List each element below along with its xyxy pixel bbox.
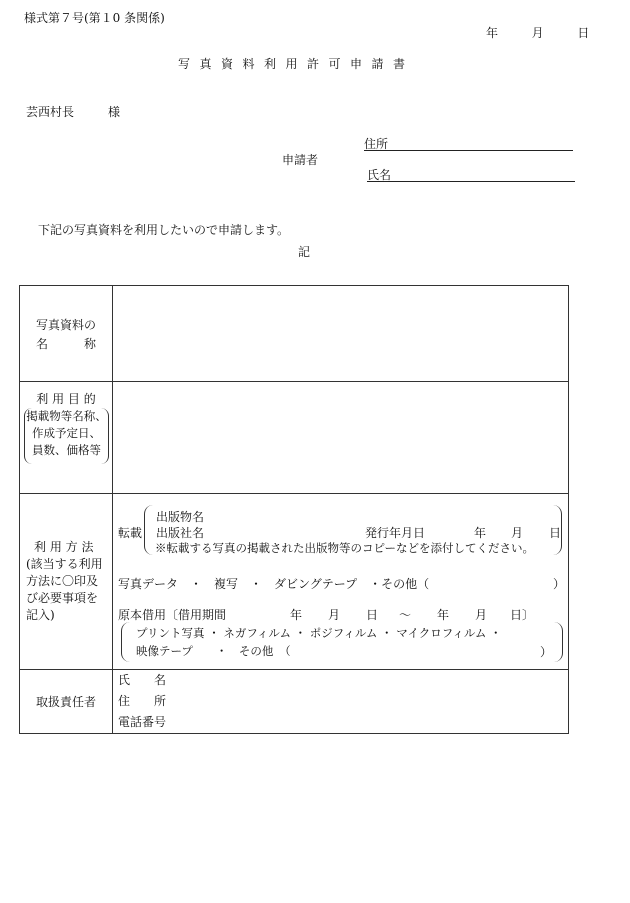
photo-name-value-cell[interactable] xyxy=(113,286,569,382)
loan-tilde: ～ xyxy=(399,608,412,622)
document-title: 写真資料利用許可申請書 xyxy=(178,57,415,71)
photo-name-label-line2: 名 称 xyxy=(35,336,96,351)
form-number: 様式第７号(第１0 条関係) xyxy=(24,11,165,25)
reprint-label: 転載 xyxy=(118,526,143,540)
loan-day-end: 日〕 xyxy=(510,608,535,622)
loan-day-start: 日 xyxy=(366,608,379,622)
issue-day: 日 xyxy=(549,526,562,540)
loan-month-start: 月 xyxy=(328,608,341,622)
method-label-cell xyxy=(20,494,113,670)
purpose-label: 利 用 目 的 xyxy=(36,392,96,406)
loan-year-end: 年 xyxy=(437,608,450,622)
handler-name-label[interactable]: 氏 名 xyxy=(118,673,167,687)
applicant-name-field[interactable] xyxy=(367,166,575,182)
handler-label: 取扱責任者 xyxy=(20,670,113,734)
issue-year: 年 xyxy=(474,526,487,540)
date-year: 年 xyxy=(486,26,499,40)
purpose-label-cell xyxy=(20,382,113,494)
table-row-handler xyxy=(20,670,569,734)
publication-name-label: 出版物名 xyxy=(156,510,205,524)
loan-month-end: 月 xyxy=(475,608,488,622)
purpose-bracket xyxy=(24,408,109,464)
applicant-address-label: 住所 xyxy=(364,137,389,151)
media-options-close: ） xyxy=(540,645,553,659)
issue-month: 月 xyxy=(511,526,524,540)
date-line xyxy=(486,24,589,41)
date-day: 日 xyxy=(577,26,590,40)
photo-name-label-line1: 写真資料の xyxy=(35,317,96,332)
application-table xyxy=(19,285,569,734)
photo-name-label-cell xyxy=(20,286,113,382)
addressee xyxy=(26,103,120,120)
method-label-line3: 方法に〇印及 xyxy=(26,574,99,588)
addressee-honorific: 様 xyxy=(108,105,121,119)
purpose-bracket-line2: 作成予定日、 xyxy=(32,426,101,440)
applicant-address-field[interactable] xyxy=(364,135,573,151)
table-row-photo-name xyxy=(20,286,569,382)
addressee-name: 芸西村長 xyxy=(26,105,75,119)
applicant-name-label: 氏名 xyxy=(367,168,392,182)
handler-address-label[interactable]: 住 所 xyxy=(118,694,167,708)
publisher-name-label: 出版社名 xyxy=(156,526,205,540)
purpose-value-cell[interactable] xyxy=(113,382,569,494)
media-options-line2[interactable]: 映像テープ ・ その他 （ xyxy=(136,644,291,658)
reprint-note: ※転載する写真の掲載された出版物等のコピーなどを添付してください。 xyxy=(155,541,535,555)
media-options-line1[interactable]: プリント写真 ・ ネガフィルム ・ ポジフィルム ・ マイクロフィルム ・ xyxy=(136,626,502,640)
purpose-bracket-line3: 員数、価格等 xyxy=(32,443,101,457)
handler-phone-label[interactable]: 電話番号 xyxy=(118,715,167,729)
ki-heading: 記 xyxy=(298,245,311,259)
table-row-purpose xyxy=(20,382,569,494)
method-label-line2: (該当する利用 xyxy=(26,557,103,571)
method-label-line1: 利 用 方 法 xyxy=(34,540,94,554)
loan-year-start: 年 xyxy=(290,608,303,622)
table-row-method xyxy=(20,494,569,670)
handler-value-cell xyxy=(113,670,569,734)
loan-label: 原本借用〔借用期間 xyxy=(118,608,227,622)
method-label-line5: 記入) xyxy=(26,608,55,622)
issue-date-label: 発行年月日 xyxy=(365,526,426,540)
applicant-label: 申請者 xyxy=(282,153,319,167)
method-value-cell xyxy=(113,494,569,670)
options-close: ） xyxy=(553,577,566,591)
purpose-bracket-line1: 掲載物等名称、 xyxy=(26,409,107,423)
options-line[interactable]: 写真データ ・ 複写 ・ ダビングテープ ・その他（ xyxy=(118,577,430,591)
date-month: 月 xyxy=(531,26,544,40)
method-label-line4: び必要事項を xyxy=(26,591,99,605)
intro-text: 下記の写真資料を利用したいので申請します。 xyxy=(38,223,290,237)
